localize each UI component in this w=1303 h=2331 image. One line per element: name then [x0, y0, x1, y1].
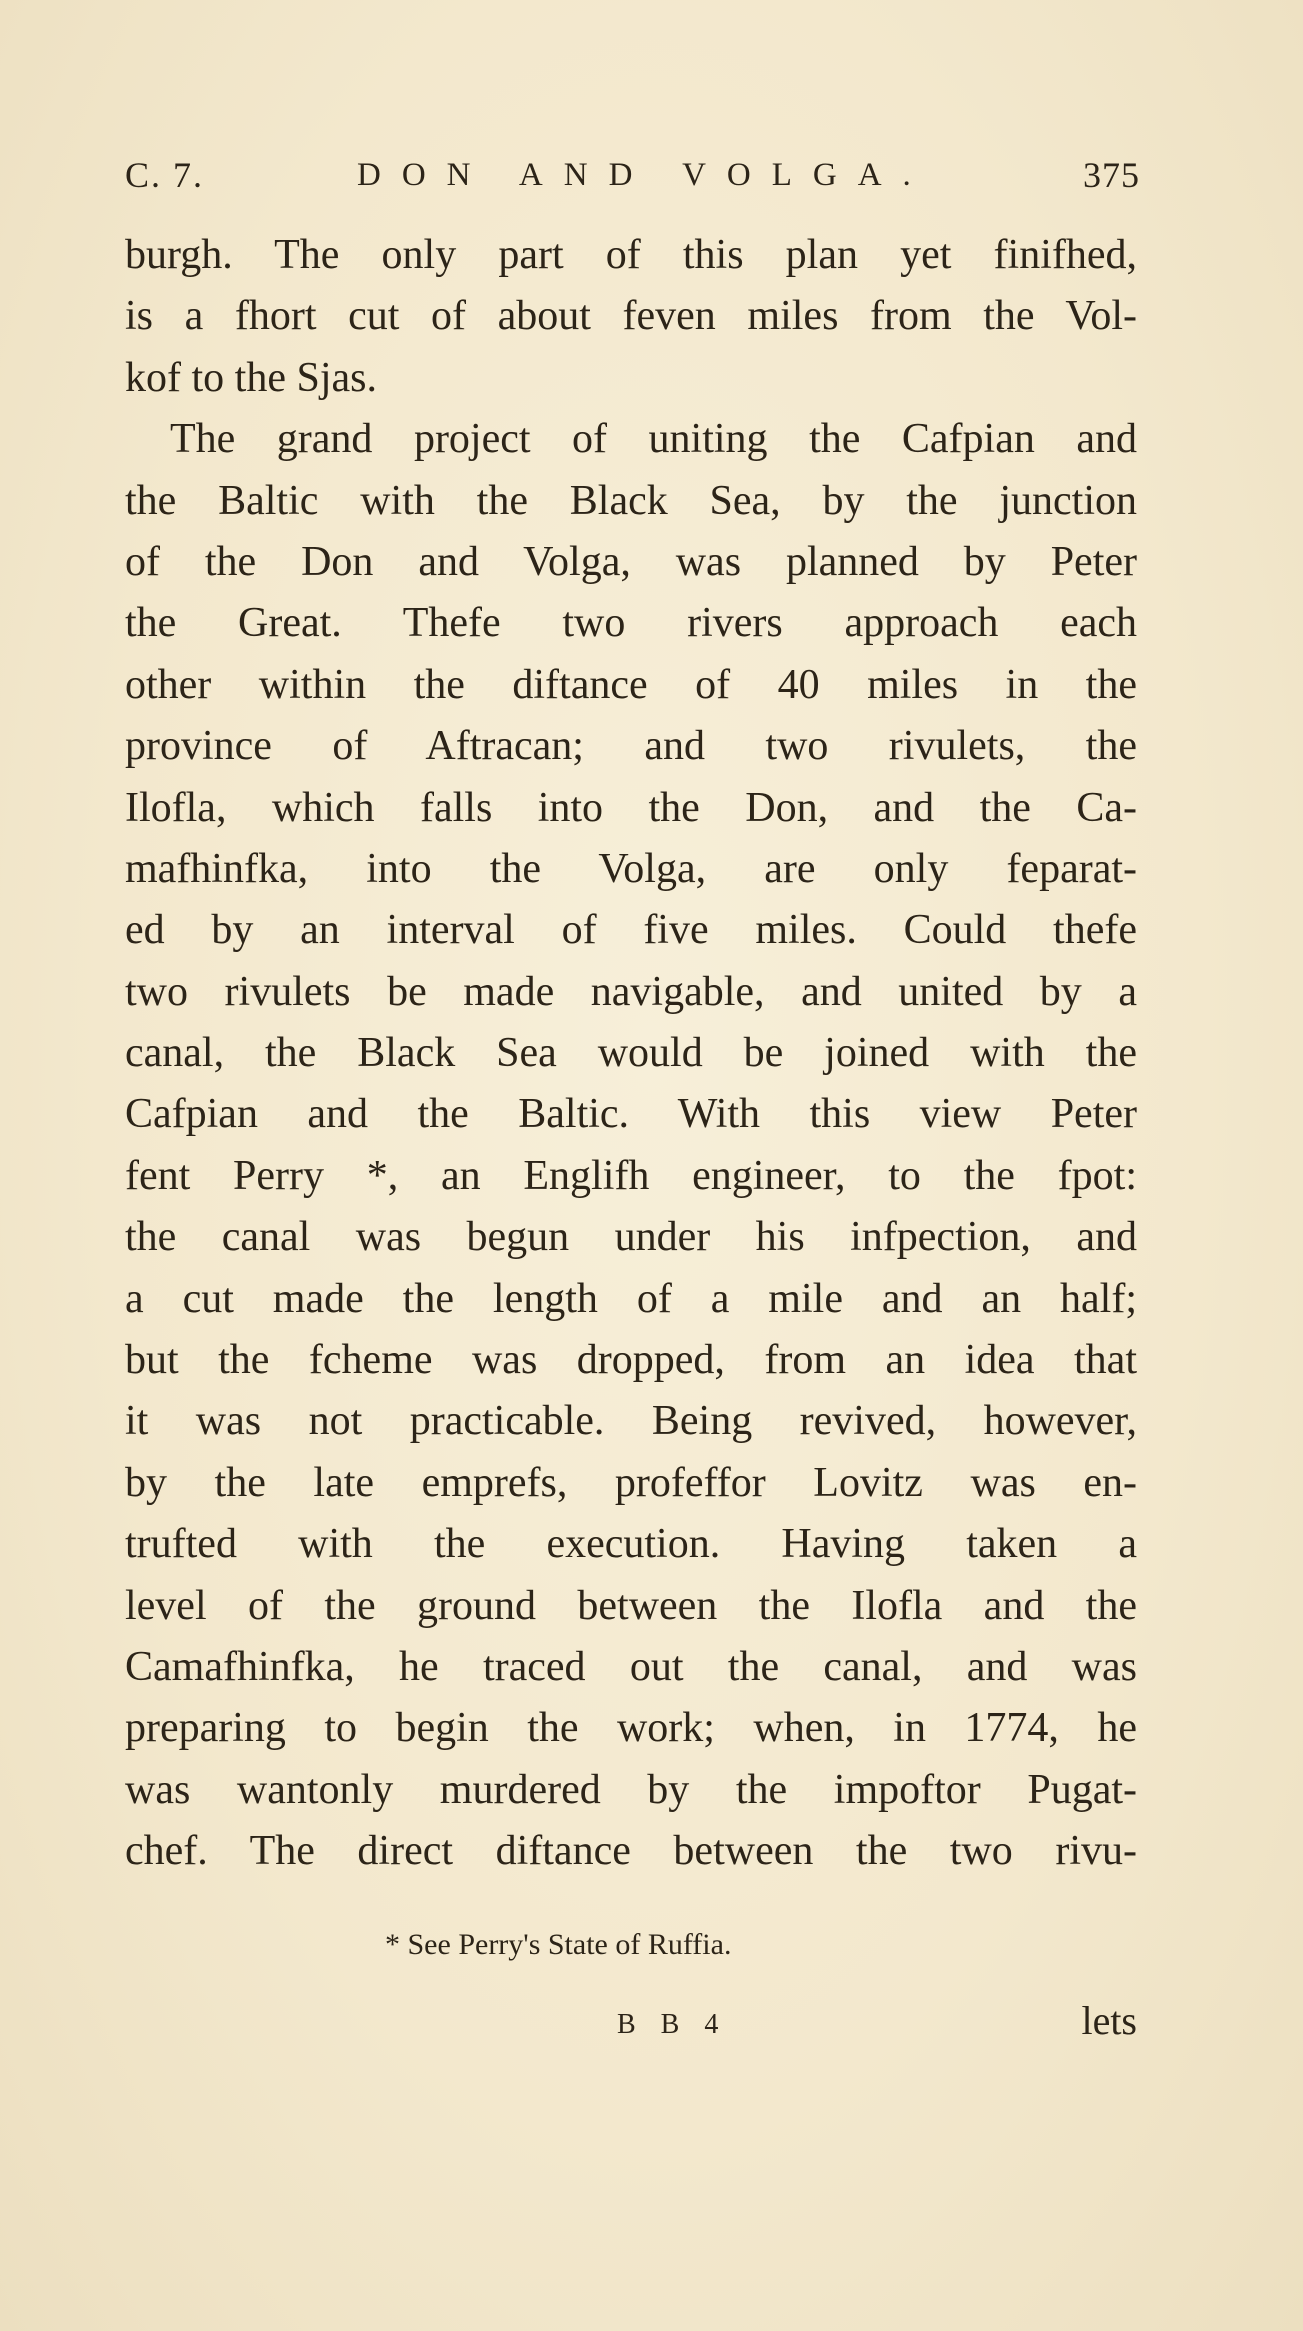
text-line: it was not practicable. Being revived, however,	[125, 1398, 1137, 1445]
text-line: the Great. Thefe two rivers approach each	[125, 600, 1137, 647]
text-line: The grand project of uniting the Cafpian and	[170, 416, 1137, 463]
text-line: burgh. The only part of this plan yet finifhed,	[125, 232, 1137, 278]
footnote: * See Perry's State of Ruffia.	[385, 1928, 732, 1961]
text-line: two rivulets be made navigable, and united by a	[125, 968, 1137, 1015]
body-text	[125, 225, 1137, 1883]
text-line: Ilofla, which falls into the Don, and the Ca-	[125, 784, 1137, 831]
running-title: DON AND VOLGA.	[357, 157, 932, 193]
text-line: is a fhort cut of about feven miles from the Vol-	[125, 293, 1137, 340]
text-line: was wantonly murdered by the impoftor Pugat-	[125, 1766, 1137, 1813]
text-line: mafhinfka, into the Volga, are only feparat-	[125, 845, 1137, 892]
text-line: trufted with the execution. Having taken a	[125, 1521, 1137, 1568]
text-line: but the fcheme was dropped, from an idea that	[125, 1337, 1137, 1384]
text-line: fent Perry *, an Englifh engineer, to the fpot:	[125, 1152, 1137, 1199]
page-footer	[125, 2000, 1137, 2050]
text-line: Camafhinfka, he traced out the canal, and was	[125, 1643, 1137, 1690]
signature-mark: B B 4	[617, 2009, 728, 2040]
catchword: lets	[1081, 1998, 1137, 2043]
text-line: Cafpian and the Baltic. With this view Peter	[125, 1091, 1137, 1138]
text-line: the Baltic with the Black Sea, by the junction	[125, 477, 1137, 524]
text-line: level of the ground between the Ilofla and the	[125, 1582, 1137, 1629]
text-line: by the late emprefs, profeffor Lovitz was en-	[125, 1459, 1137, 1506]
text-line: a cut made the length of a mile and an half;	[125, 1275, 1137, 1322]
page-number: 375	[1083, 155, 1140, 195]
text-line: canal, the Black Sea would be joined with the	[125, 1030, 1137, 1077]
text-line: preparing to begin the work; when, in 1774, he	[125, 1705, 1137, 1752]
text-line: of the Don and Volga, was planned by Peter	[125, 538, 1137, 585]
text-line: chef. The direct diftance between the two rivu-	[125, 1828, 1137, 1875]
chapter-marker: C. 7.	[125, 155, 205, 195]
text-line: province of Aftracan; and two rivulets, the	[125, 723, 1137, 770]
text-line: ed by an interval of five miles. Could thefe	[125, 907, 1137, 954]
text-line: the canal was begun under his infpection, and	[125, 1214, 1137, 1261]
text-line: other within the diftance of 40 miles in the	[125, 661, 1137, 708]
text-line: kof to the Sjas.	[125, 354, 377, 401]
page-header	[125, 150, 1140, 200]
